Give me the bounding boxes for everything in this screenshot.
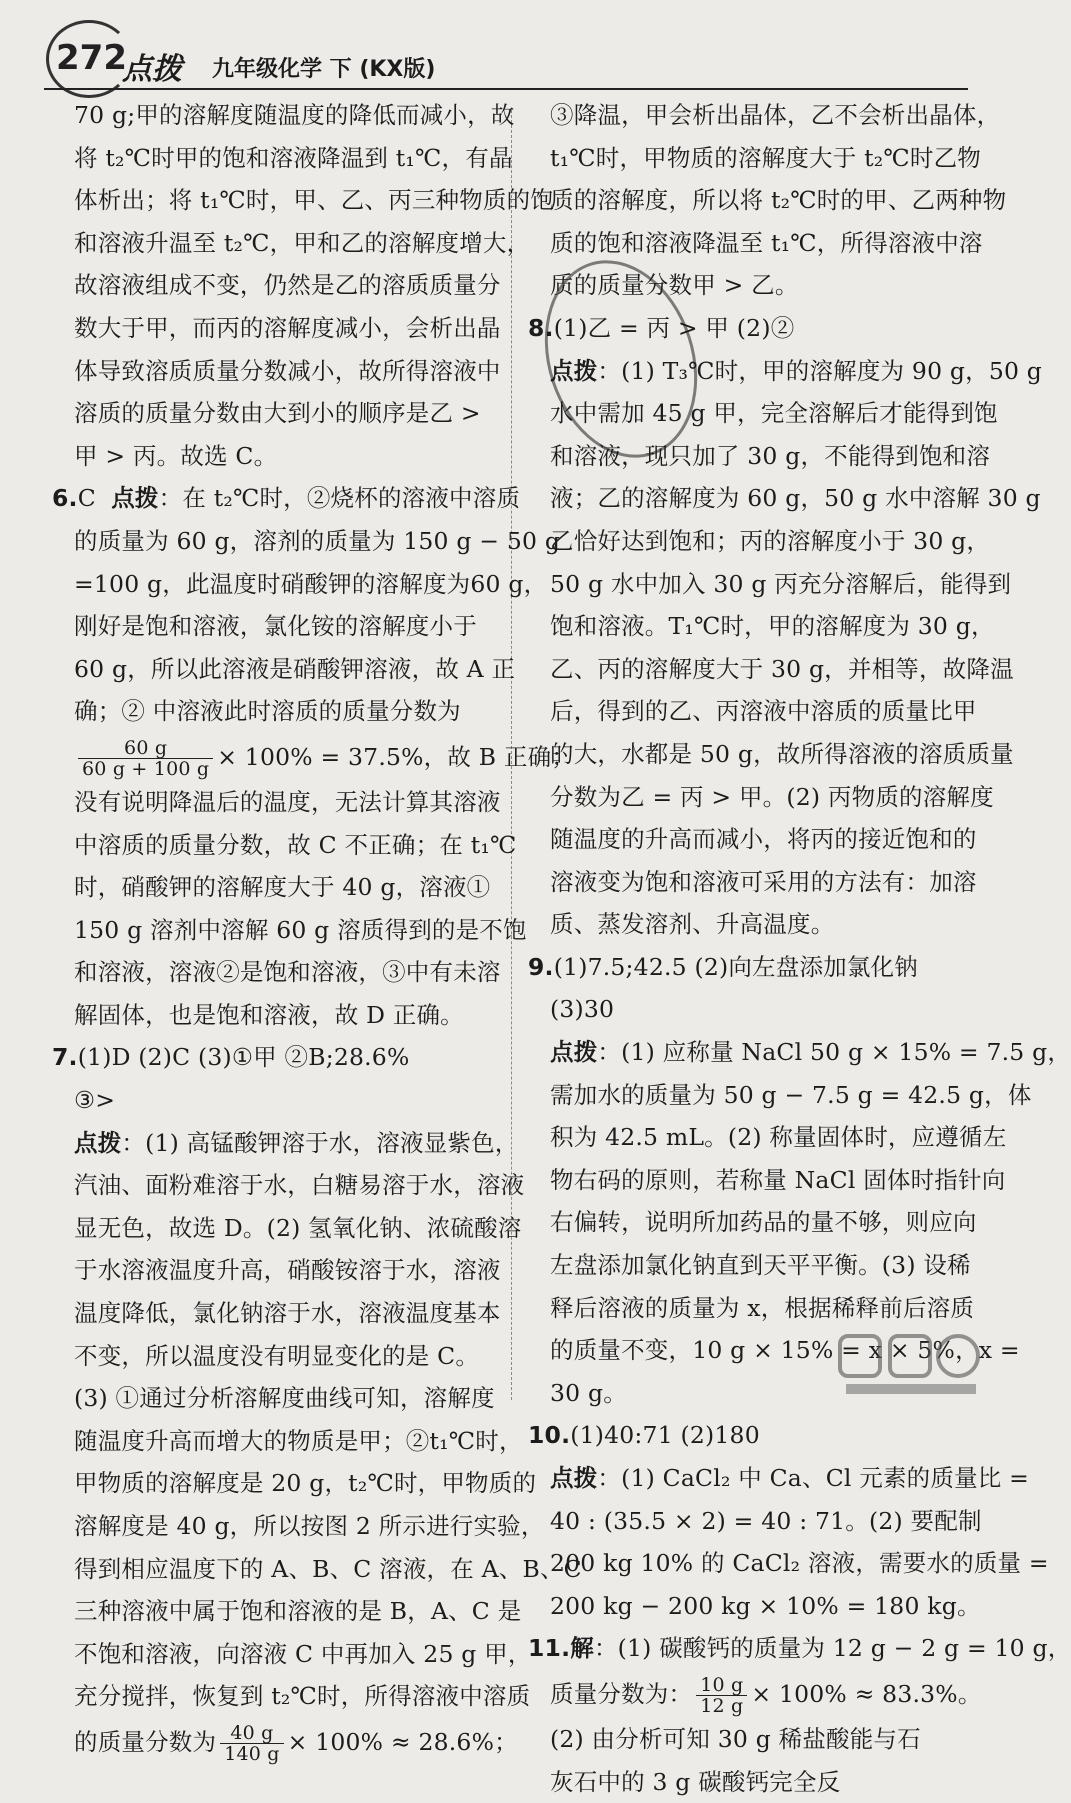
text-line: 质的溶解度，所以将 t₂℃时的甲、乙两种物 — [550, 186, 1007, 215]
text-line: 质的质量分数甲 > 乙。 — [550, 271, 799, 300]
text-line: 溶质的质量分数由大到小的顺序是乙 > — [74, 399, 481, 428]
text-line: 和溶液升温至 t₂℃，甲和乙的溶解度增大， — [74, 228, 531, 257]
text-line: 后，得到的乙、丙溶液中溶质的质量比甲 — [550, 697, 977, 726]
question-number: 7. — [52, 1043, 78, 1072]
text-line: 随温度的升高而减小，将丙的接近饱和的 — [550, 825, 977, 854]
left-column — [52, 94, 582, 1766]
text-line: =100 g，此温度时硝酸钾的溶解度为60 g， — [74, 569, 548, 598]
text-line: 质的饱和溶液降温至 t₁℃，所得溶液中溶 — [550, 228, 983, 257]
fraction-line — [528, 1670, 982, 1718]
question-9 — [528, 946, 976, 989]
question-11 — [528, 1627, 1071, 1670]
text-line: ：(1) 高锰酸钾溶于水，溶液显紫色， — [121, 1128, 519, 1157]
text-line: 三种溶液中属于饱和溶液的是 B，A、C 是 — [74, 1597, 522, 1626]
fraction-numerator: 40 g — [220, 1723, 283, 1744]
text-line: 体导致溶质质量分数减小，故所得溶液中 — [74, 356, 501, 385]
text-line: 充分搅拌，恢复到 t₂℃时，所得溶液中溶质 — [74, 1682, 531, 1711]
text-line: 体析出；将 t₁℃时，甲、乙、丙三种物质的饱 — [74, 186, 555, 215]
text-line: × 100% ≈ 83.3%。 — [751, 1679, 982, 1708]
text-line: 刚好是饱和溶液，氯化铵的溶解度小于 — [74, 612, 477, 641]
answer: (1)乙 = 丙 > 甲 (2)② — [553, 313, 795, 342]
question-7 — [52, 1036, 498, 1079]
text-line: 和溶液，现只加了 30 g，不能得到饱和溶 — [550, 441, 991, 470]
answer: (1)7.5;42.5 (2)向左盘添加氯化钠 — [553, 952, 918, 981]
question-number: 11. — [528, 1634, 571, 1663]
fraction-numerator: 60 g — [78, 738, 213, 759]
fraction-numerator: 10 g — [696, 1675, 747, 1696]
text-line: × 100% = 37.5%，故 B 正确； — [217, 742, 575, 771]
text-line: (2) 由分析可知 30 g 稀盐酸能与石 — [550, 1724, 921, 1753]
text-line: 需加水的质量为 50 g − 7.5 g = 42.5 g，体 — [550, 1080, 1032, 1109]
text-line: × 100% ≈ 28.6%； — [287, 1727, 518, 1756]
text-line: 200 kg − 200 kg × 10% = 180 kg。 — [550, 1591, 981, 1620]
fraction-line — [52, 733, 575, 781]
text-line: 乙恰好达到饱和；丙的溶解度小于 30 g， — [550, 526, 991, 555]
text-line: 不变，所以温度没有明显变化的是 C。 — [74, 1341, 480, 1370]
text-line: 左盘添加氯化钠直到天平平衡。(3) 设稀 — [550, 1251, 971, 1280]
fraction — [696, 1675, 747, 1716]
question-number: 8. — [528, 313, 554, 342]
text-line: 物右码的原则，若称量 NaCl 固体时指针向 — [550, 1165, 1006, 1194]
text-line: t₁℃时，甲物质的溶解度大于 t₂℃时乙物 — [550, 143, 981, 172]
text-line: 的质量分数为 — [74, 1727, 217, 1756]
fraction-denominator: 12 g — [700, 1694, 744, 1717]
text-line: 中溶质的质量分数，故 C 不正确；在 t₁℃ — [74, 830, 517, 859]
book-subtitle: 九年级化学 下 (KX版) — [212, 57, 436, 82]
text-line: 随温度升高而增大的物质是甲；②t₁℃时， — [74, 1426, 523, 1455]
text-line: 释后溶液的质量为 x，根据稀释前后溶质 — [550, 1293, 975, 1322]
solve-label: 解 — [570, 1634, 594, 1663]
text-line: 汽油、面粉难溶于水，白糖易溶于水，溶液 — [74, 1171, 525, 1200]
text-line: ：(1) 碳酸钙的质量为 12 g − 2 g = 10 g， — [593, 1634, 1071, 1663]
text-line: ：在 t₂℃时，②烧杯的溶液中溶质 — [158, 484, 521, 513]
text-line: 确；② 中溶液此时溶质的质量分数为 — [74, 697, 461, 726]
text-line: ③降温，甲会析出晶体，乙不会析出晶体， — [550, 101, 1001, 129]
text-line: 液；乙的溶解度为 60 g，50 g 水中溶解 30 g — [550, 484, 1041, 513]
page-number: 272 — [56, 38, 127, 78]
text-line: 没有说明降温后的温度，无法计算其溶液 — [74, 787, 501, 816]
question-number: 9. — [528, 952, 554, 981]
text-line: 50 g 水中加入 30 g 丙充分溶解后，能得到 — [550, 569, 1012, 598]
answer: (1)D (2)C (3)①甲 ②B;28.6% — [77, 1043, 410, 1072]
hint-label: 点拨 — [550, 1038, 598, 1067]
text-line: 200 kg 10% 的 CaCl₂ 溶液，需要水的质量 = — [550, 1549, 1049, 1578]
text-line: ：(1) 应称量 NaCl 50 g × 15% = 7.5 g， — [597, 1038, 1071, 1067]
text-line: 60 g，所以此溶液是硝酸钾溶液，故 A 正 — [74, 654, 516, 683]
text-line: 温度降低，氯化钠溶于水，溶液温度基本 — [74, 1299, 501, 1328]
text-line: 和溶液，溶液②是饱和溶液，③中有未溶 — [74, 958, 501, 987]
text-line: 的质量为 60 g，溶剂的质量为 150 g − 50 g — [74, 526, 561, 555]
text-line: 灰石中的 3 g 碳酸钙完全反 — [550, 1767, 841, 1796]
question-6 — [52, 477, 521, 520]
watermark-logo-icon — [836, 1328, 986, 1400]
text-line: 溶液变为饱和溶液可采用的方法有：加溶 — [550, 867, 977, 896]
hint-label: 点拨 — [550, 1464, 598, 1492]
fraction-denominator: 140 g — [224, 1742, 280, 1765]
text-line: 150 g 溶剂中溶解 60 g 溶质得到的是不饱 — [74, 915, 527, 944]
hint-line — [52, 1122, 519, 1165]
text-line: (3) ①通过分析溶解度曲线可知，溶解度 — [74, 1384, 495, 1413]
answer: (1)40:71 (2)180 — [570, 1421, 760, 1450]
question-number: 6. — [52, 484, 78, 513]
hint-line — [528, 1457, 1030, 1500]
text-line: 70 g;甲的溶解度随温度的降低而减小，故 — [74, 101, 515, 129]
page-header — [0, 0, 1000, 100]
hint-label: 点拨 — [550, 356, 598, 385]
fraction-denominator: 60 g + 100 g — [82, 757, 210, 780]
text-line: 得到相应温度下的 A、B、C 溶液，在 A、B、C — [74, 1554, 582, 1583]
question-number: 10. — [528, 1421, 571, 1450]
text-line: 右偏转，说明所加药品的量不够，则应向 — [550, 1208, 977, 1237]
fraction — [78, 738, 213, 779]
text-line: 积为 42.5 mL。(2) 称量固体时，应遵循左 — [550, 1123, 1007, 1152]
header-rule — [44, 88, 968, 90]
text-line: 溶解度是 40 g，所以按图 2 所示进行实验， — [74, 1512, 545, 1540]
text-line: 质、蒸发溶剂、升高温度。 — [550, 910, 835, 939]
answer: (3)30 — [550, 995, 615, 1024]
text-line: 于水溶液温度升高，硝酸铵溶于水，溶液 — [74, 1256, 501, 1285]
text-line: 不饱和溶液，向溶液 C 中再加入 25 g 甲， — [74, 1639, 532, 1668]
text-line: 分数为乙 = 丙 > 甲。(2) 丙物质的溶解度 — [550, 782, 994, 811]
text-line: 时，硝酸钾的溶解度大于 40 g，溶液① — [74, 873, 491, 902]
text-line: 的大，水都是 50 g，故所得溶液的溶质质量 — [550, 739, 1014, 768]
text-line: 饱和溶液。T₁℃时，甲的溶解度为 30 g， — [550, 612, 995, 641]
text-line: 故溶液组成不变，仍然是乙的溶质质量分 — [74, 271, 501, 300]
hint-label: 点拨 — [74, 1128, 122, 1157]
text-line: 乙、丙的溶解度大于 30 g，并相等，故降温 — [550, 654, 1014, 683]
question-10 — [528, 1414, 976, 1457]
text-line: 水中需加 45 g 甲，完全溶解后才能得到饱 — [550, 399, 998, 428]
fraction-line — [52, 1718, 518, 1766]
text-line: 40 : (35.5 × 2) = 40 : 71。(2) 要配制 — [550, 1506, 982, 1535]
answer: C — [77, 484, 96, 513]
text-line: 的质量不变，10 g × 15% = x × 5%，x = — [550, 1336, 1020, 1365]
hint-label: 点拨 — [111, 484, 159, 513]
answer: ③> — [74, 1086, 116, 1115]
hint-line — [528, 1031, 1071, 1074]
text-line: 质量分数为： — [550, 1679, 693, 1708]
brand-logo: 点拨 — [122, 52, 182, 87]
text-line: ：(1) CaCl₂ 中 Ca、Cl 元素的质量比 = — [597, 1464, 1030, 1492]
text-line: 将 t₂℃时甲的饱和溶液降温到 t₁℃，有晶 — [74, 143, 513, 172]
text-line: 甲 > 丙。故选 C。 — [74, 441, 278, 470]
text-line: 甲物质的溶解度是 20 g，t₂℃时，甲物质的 — [74, 1469, 537, 1498]
text-line: 显无色，故选 D。(2) 氢氧化钠、浓硫酸溶 — [74, 1213, 522, 1242]
text-line: 30 g。 — [550, 1378, 627, 1407]
fraction — [220, 1723, 283, 1764]
text-line: 解固体，也是饱和溶液，故 D 正确。 — [74, 1000, 464, 1029]
text-line: 数大于甲，而丙的溶解度减小，会析出晶 — [74, 313, 501, 342]
text-line: ：(1) T₃℃时，甲的溶解度为 90 g，50 g — [597, 356, 1043, 385]
